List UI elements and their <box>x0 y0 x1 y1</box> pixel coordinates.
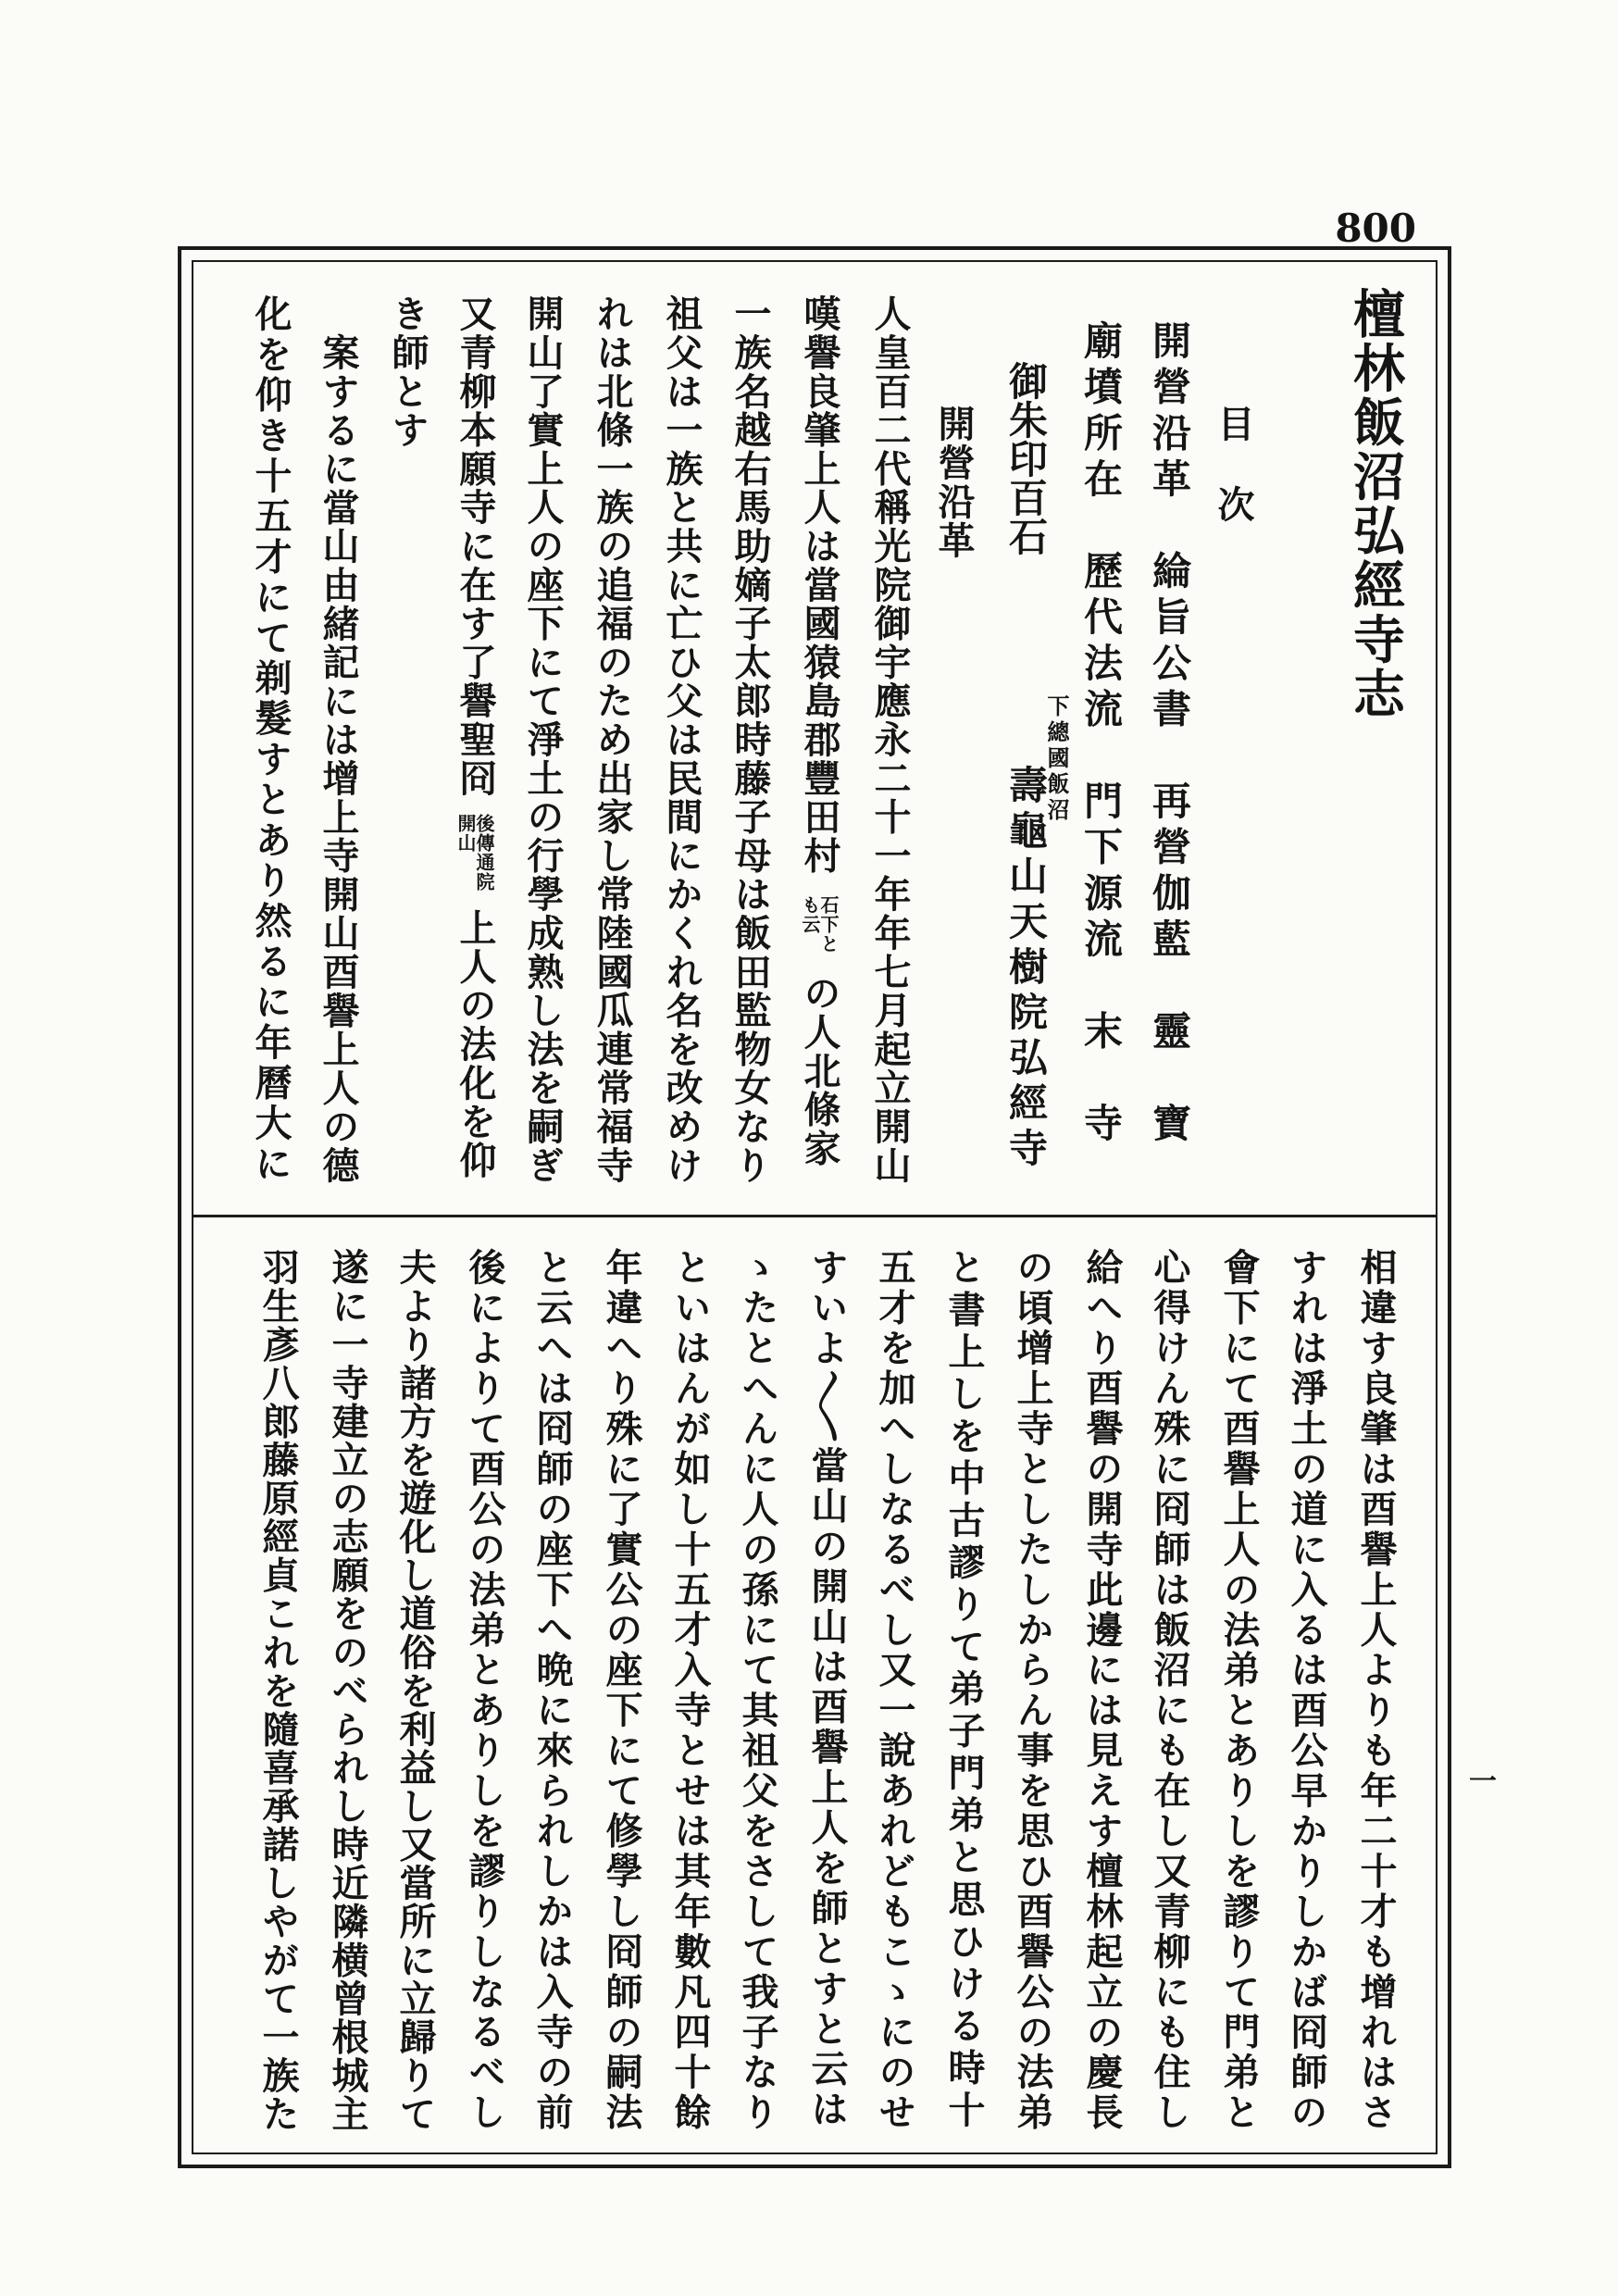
text-column: き師とす <box>386 294 429 450</box>
text-column: 一族名越右馬助嫡子太郎時藤子母は飯田監物女なり <box>728 294 772 1185</box>
text-column: といはんが如し十五才入寺とせは其年數凡四十餘 <box>668 1248 712 2133</box>
page-number: 800 <box>1335 206 1416 251</box>
text-segment: 上人の法化を仰 <box>454 908 497 1180</box>
text-column: 相違す良肇は酉譽上人よりも年二十才も增れはさ <box>1354 1248 1398 2133</box>
text-column: 羽生彥八郎藤原經貞これを隨喜承諾しやがて一族た <box>256 1248 300 2133</box>
text-column: 人皇百二代稱光院御宇應永二十一年年七月起立開山 <box>868 294 912 1185</box>
text-column <box>454 294 497 1188</box>
text-column: 心得けん殊に冏師は飯沼にも在し又青柳にも住し <box>1148 1248 1191 2133</box>
section-heading: 開營沿革 <box>932 405 976 560</box>
note-line: 石下と <box>817 895 840 954</box>
text-column: の頃增上寺としたしからん事を思ひ酉譽公の法弟 <box>1011 1248 1054 2133</box>
text-column: 後によりて酉公の法弟とありしを謬りしなるべし <box>463 1248 506 2133</box>
section-divider <box>192 1215 1438 1217</box>
text-column: 年違へり殊に了實公の座下にて修學し冏師の嗣法 <box>600 1248 643 2133</box>
text-segment: の人北條家 <box>798 974 841 1167</box>
text-column: 案するに當山由緒記には增上寺開山酉譽上人の德 <box>317 333 360 1185</box>
note-line: 開山 <box>454 814 477 854</box>
text-column: と書上しを中古謬りて弟子門弟と思ひける時十 <box>942 1248 986 2133</box>
text-column: 夫より諸方を遊化し道俗を利益し又當所に立歸りて <box>393 1248 437 2133</box>
toc-temple-name: 壽龜山天樹院弘經寺 <box>1003 765 1049 1173</box>
document-title: 檀林飯沼弘經寺志 <box>1345 287 1406 721</box>
text-column: 化を仰き十五才にて剃髮すとあり然るに年曆大に <box>249 294 292 1185</box>
text-column: 開山了實上人の座下にて淨土の行學成熟し法を嗣ぎ <box>521 294 565 1185</box>
note-line: 後傳通院 <box>473 814 495 892</box>
text-column: ゝたとへんに人の孫にて其祖父をさして我子なり <box>736 1248 779 2133</box>
text-column: れは北條一族の追福のため出家し常陸國瓜連常福寺 <box>591 294 634 1185</box>
inline-note <box>456 814 493 892</box>
toc-grant: 御朱印百石 <box>1003 361 1049 555</box>
text-column: と云へは冏師の座下へ晩に來られしかは入寺の前 <box>530 1248 574 2133</box>
text-column <box>798 294 841 1188</box>
toc-location-note: 下總國飯沼 <box>1043 694 1070 824</box>
side-mark: 一 <box>1469 1766 1497 1798</box>
toc-line: 廟墳所在 歷代法流 門下源流 末 寺 <box>1078 320 1124 1149</box>
text-column: すれは淨土の道に入るは酉公早かりしかば冏師の <box>1285 1248 1328 2133</box>
toc-heading: 目 次 <box>1212 405 1255 526</box>
text-column: 給へり酉譽の開寺此邊には見えす檀林起立の慶長 <box>1080 1248 1124 2133</box>
text-column: 遂に一寺建立の志願をのべられし時近隣横曾根城主 <box>326 1248 369 2133</box>
text-segment: 又青柳本願寺に在す了譽聖冏 <box>454 294 497 798</box>
note-line: も云 <box>799 895 821 934</box>
text-column: 五才を加へしなるべし又一說あれどもこゝにのせ <box>873 1248 916 2133</box>
text-segment: 嘆譽良肇上人は當國猿島郡豐田村 <box>798 294 841 875</box>
text-column: 會下にて酉譽上人の法弟とありしを謬りて門弟と <box>1217 1248 1261 2133</box>
inline-note <box>801 895 838 954</box>
toc-line: 開營沿革 綸旨公書 再營伽藍 靈 寶 <box>1147 320 1192 1149</box>
text-column: 祖父は一族と共に亡ひ父は民間にかくれ名を改めけ <box>660 294 703 1185</box>
text-column: すいよ〳〵當山の開山は酉譽上人を師とすと云は <box>805 1248 849 2130</box>
